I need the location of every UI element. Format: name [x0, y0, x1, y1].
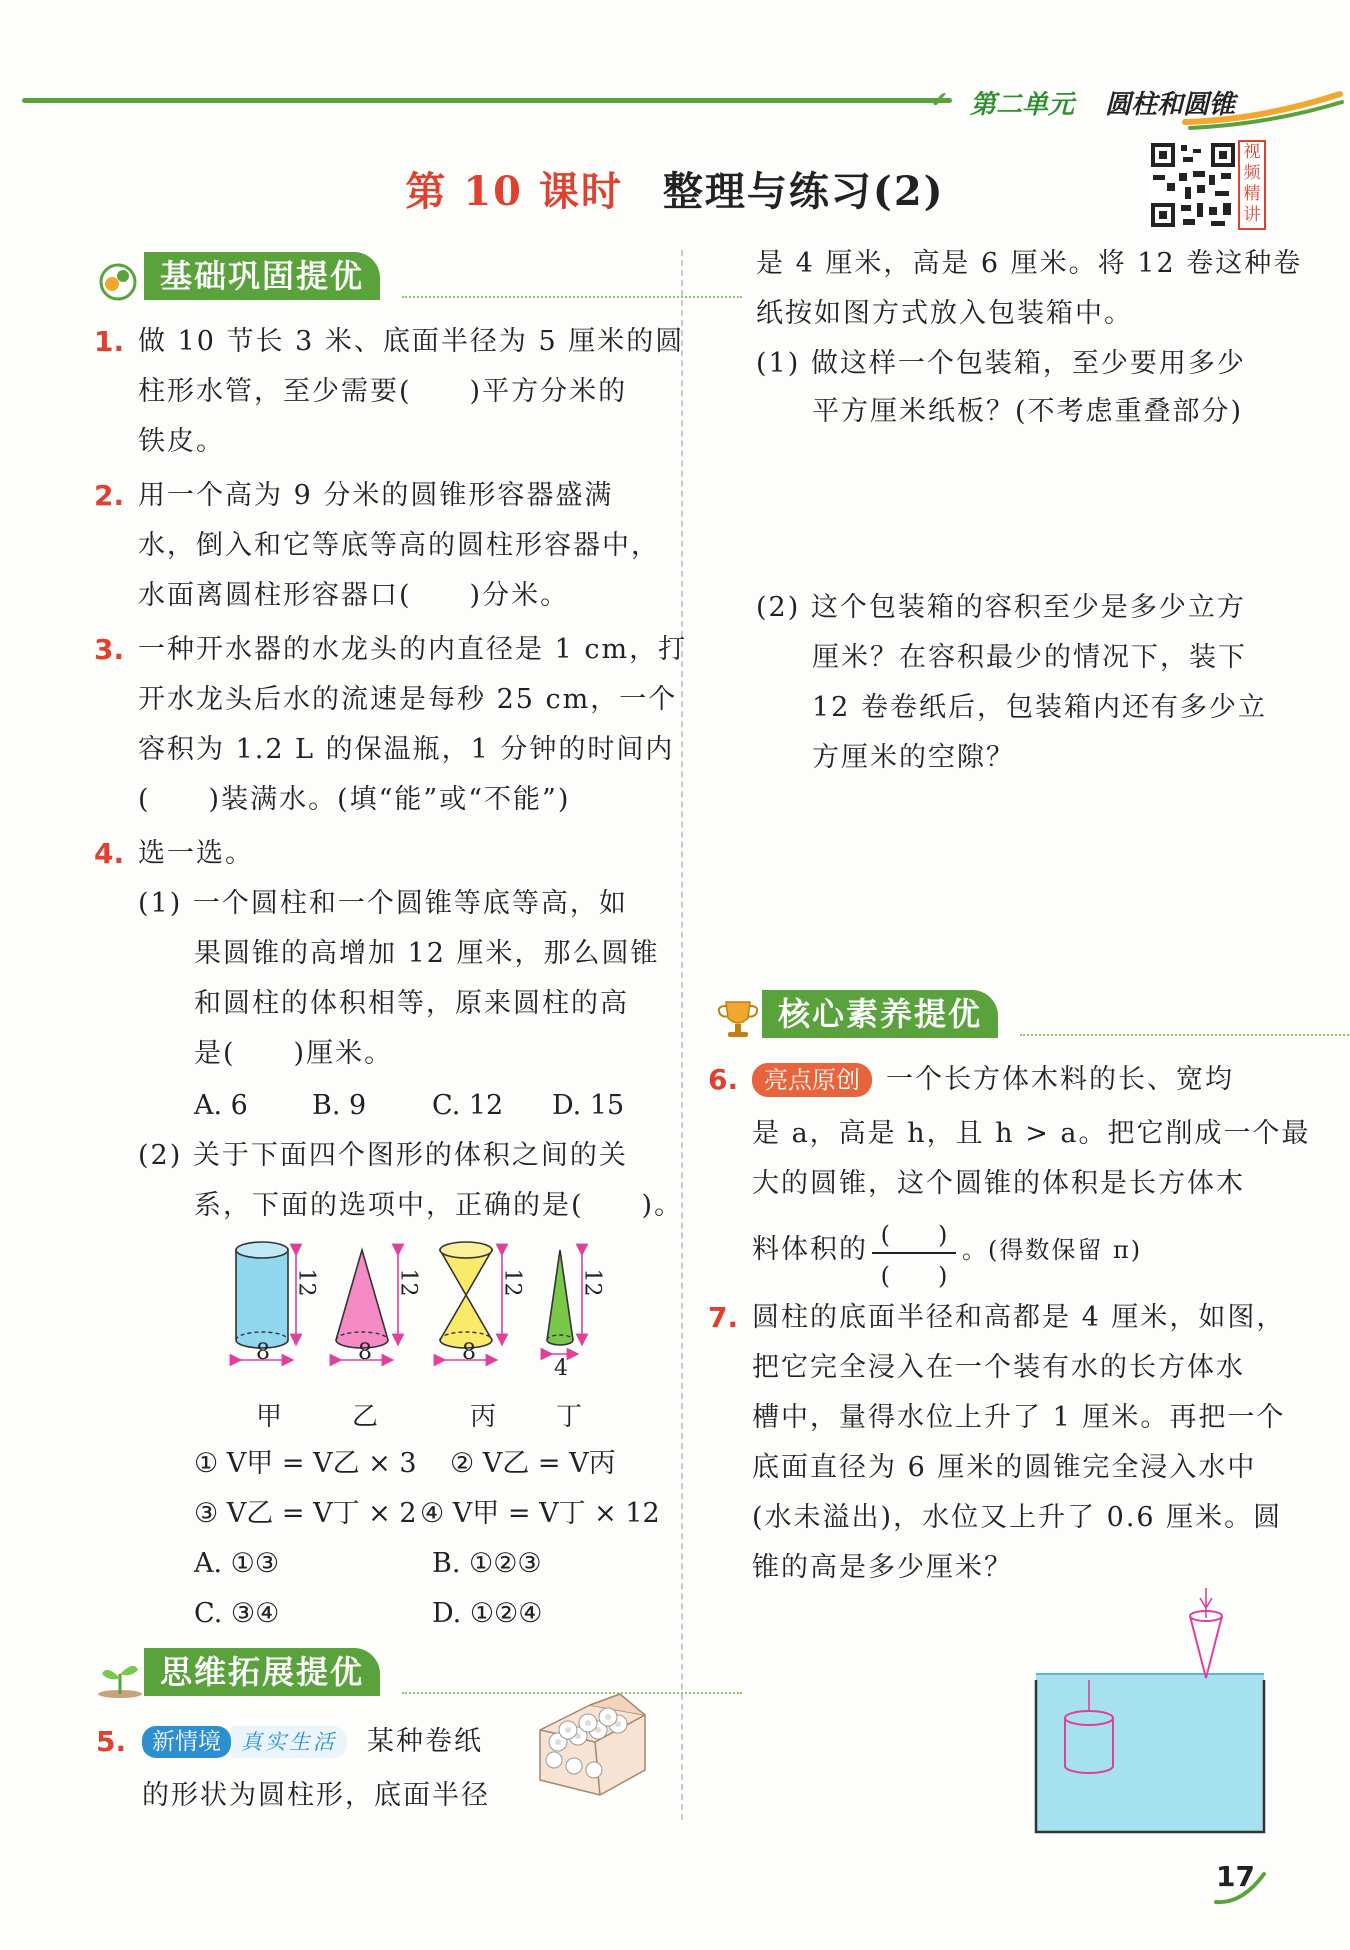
q6-line: 大的圆锥，这个圆锥的体积是长方体木 — [752, 1168, 1245, 1199]
header-swoosh-icon — [1180, 90, 1345, 130]
q4-sub2-line: (2) 关于下面四个图形的体积之间的关 — [138, 1140, 628, 1171]
question-number: 3. — [94, 633, 125, 666]
q3-line: 开水龙头后水的流速是每秒 25 cm，一个 — [138, 684, 678, 715]
qr-video-tag: 视频精讲 — [1238, 140, 1266, 230]
q7-line: 底面直径为 6 厘米的圆锥完全浸入水中 — [752, 1452, 1257, 1483]
q4-sub1-line: 是( )厘米。 — [194, 1038, 394, 1069]
sprout-icon — [92, 1652, 148, 1700]
q3-line: ( )装满水。(填“能”或“不能”) — [138, 784, 571, 815]
section-dots — [402, 296, 742, 298]
header-rule — [22, 98, 952, 103]
gear-bulb-icon — [92, 256, 148, 304]
page-number: 17 — [1216, 1860, 1255, 1893]
q1-line: 柱形水管，至少需要( )平方分米的 — [138, 376, 628, 407]
fraction-bar — [872, 1252, 956, 1254]
section-title-thinking: 思维拓展提优 — [144, 1648, 380, 1696]
q5-part2-line: (2) 这个包装箱的容积至少是多少立方 — [756, 592, 1246, 623]
section-banner-core — [710, 990, 1270, 1042]
section-banner-basic — [92, 252, 652, 304]
option-d[interactable]: D. 15 — [552, 1090, 625, 1121]
figure-name: 丁 — [556, 1402, 583, 1432]
q7-line: 把它完全浸入在一个装有水的长方体水 — [752, 1352, 1245, 1383]
original-tag: 亮点原创 — [752, 1063, 872, 1097]
q5-line2: 的形状为圆柱形，底面半径 — [142, 1780, 490, 1811]
lesson-number: 第 10 课时 — [405, 168, 623, 215]
statement: ① V甲 = V乙 × 3 — [194, 1448, 417, 1479]
option-a[interactable]: A. ①③ — [194, 1548, 280, 1579]
paper-roll-box-illustration — [520, 1690, 650, 1800]
figure-thin-cone — [547, 1250, 582, 1354]
option-a[interactable]: A. 6 — [194, 1090, 248, 1121]
q5-cont-line: 纸按如图方式放入包装箱中。 — [756, 298, 1133, 329]
q5-part2-line: 12 卷卷纸后，包装箱内还有多少立 — [812, 692, 1267, 723]
water-tank-illustration — [1030, 1588, 1270, 1840]
real-life-tag: 真实生活 — [231, 1726, 347, 1758]
q6-last-post: 。(得数保留 π) — [962, 1236, 1143, 1264]
q6-line1 — [752, 1060, 1234, 1100]
statement: ③ V乙 = V丁 × 2 — [194, 1498, 417, 1529]
q6-last-pre: 料体积的 — [752, 1234, 868, 1265]
topic-label: 圆柱和圆锥 — [1105, 90, 1236, 120]
page-number-swoosh-icon — [1212, 1868, 1268, 1908]
q3-line: 一种开水器的水龙头的内直径是 1 cm，打 — [138, 634, 688, 665]
q4-sub2-line: 系，下面的选项中，正确的是( )。 — [194, 1190, 684, 1221]
height-label: 12 — [579, 1268, 605, 1297]
figure-name: 丙 — [470, 1402, 497, 1432]
header-check-icon: ✔ — [930, 88, 949, 113]
height-label: 12 — [395, 1268, 421, 1297]
q2-line: 用一个高为 9 分米的圆锥形容器盛满 — [138, 480, 614, 511]
q5-part1-line: (1) 做这样一个包装箱，至少要用多少 — [756, 348, 1246, 379]
question-number: 2. — [94, 479, 125, 512]
section-title-basic: 基础巩固提优 — [144, 252, 380, 300]
section-dots — [1020, 1034, 1350, 1036]
q5-part2-line: 厘米？在容积最少的情况下，装下 — [812, 642, 1247, 673]
base-label: 4 — [554, 1356, 568, 1381]
question-number: 7. — [708, 1301, 739, 1334]
qr-code-icon[interactable] — [1148, 140, 1238, 230]
new-scenario-tag: 新情境 — [142, 1726, 231, 1758]
q7-line: 槽中，量得水位上升了 1 厘米。再把一个 — [752, 1402, 1286, 1433]
height-label: 12 — [293, 1268, 319, 1297]
base-label: 8 — [462, 1340, 476, 1365]
q7-line: 圆柱的底面半径和高都是 4 厘米，如图， — [752, 1302, 1286, 1333]
q3-line: 容积为 1.2 L 的保温瓶，1 分钟的时间内 — [138, 734, 675, 765]
statement: ② V乙 = V丙 — [450, 1448, 616, 1479]
q5-cont-line: 是 4 厘米，高是 6 厘米。将 12 卷这种卷 — [756, 248, 1303, 279]
q2-line: 水面离圆柱形容器口( )分米。 — [138, 580, 570, 611]
q4-sub1-line: 和圆柱的体积相等，原来圆柱的高 — [194, 988, 629, 1019]
base-label: 8 — [256, 1340, 270, 1365]
q6-line: 是 a，高是 h，且 h > a。把它削成一个最 — [752, 1118, 1311, 1149]
height-label: 12 — [499, 1268, 525, 1297]
q5-part2-line: 方厘米的空隙？ — [812, 742, 1015, 773]
figure-name: 甲 — [256, 1402, 283, 1432]
q1-line: 做 10 节长 3 米、底面半径为 5 厘米的圆 — [138, 326, 685, 357]
question-number: 5. — [96, 1725, 127, 1758]
q5-line1-text: 某种卷纸 — [367, 1726, 483, 1757]
trophy-icon — [710, 994, 766, 1042]
q4-sub1-line: 果圆锥的高增加 12 厘米，那么圆锥 — [194, 938, 660, 969]
figure-name: 乙 — [352, 1402, 379, 1432]
q6-line1-text: 一个长方体木料的长、宽均 — [886, 1064, 1234, 1095]
unit-label: 第二单元 — [970, 90, 1075, 120]
q2-line: 水，倒入和它等底等高的圆柱形容器中， — [138, 530, 660, 561]
question-number: 1. — [94, 325, 125, 358]
fraction-denominator: ( ) — [880, 1262, 948, 1290]
option-b[interactable]: B. 9 — [312, 1090, 367, 1121]
q7-line: (水未溢出)，水位又上升了 0.6 厘米。圆 — [752, 1502, 1283, 1533]
option-d[interactable]: D. ①②④ — [432, 1598, 543, 1629]
column-divider — [681, 250, 683, 1820]
base-label: 8 — [358, 1340, 372, 1365]
question-number: 4. — [94, 837, 125, 870]
statement: ④ V甲 = V丁 × 12 — [420, 1498, 660, 1529]
q1-line: 铁皮。 — [138, 426, 225, 457]
fraction-numerator: ( ) — [880, 1221, 948, 1249]
lesson-name: 整理与练习(2) — [662, 168, 945, 215]
question-number: 6. — [708, 1063, 739, 1096]
option-c[interactable]: C. ③④ — [194, 1598, 280, 1629]
q5-part1-line: 平方厘米纸板？(不考虑重叠部分) — [812, 396, 1244, 427]
option-c[interactable]: C. 12 — [432, 1090, 504, 1121]
q4-title: 选一选。 — [138, 838, 254, 869]
q5-line1 — [142, 1722, 483, 1762]
fraction-blank[interactable] — [868, 1215, 960, 1291]
q4-sub1-line: (1) 一个圆柱和一个圆锥等底等高，如 — [138, 888, 628, 919]
option-b[interactable]: B. ①②③ — [432, 1548, 542, 1579]
section-title-core: 核心素养提优 — [762, 990, 998, 1038]
q7-line: 锥的高是多少厘米？ — [752, 1552, 1013, 1583]
